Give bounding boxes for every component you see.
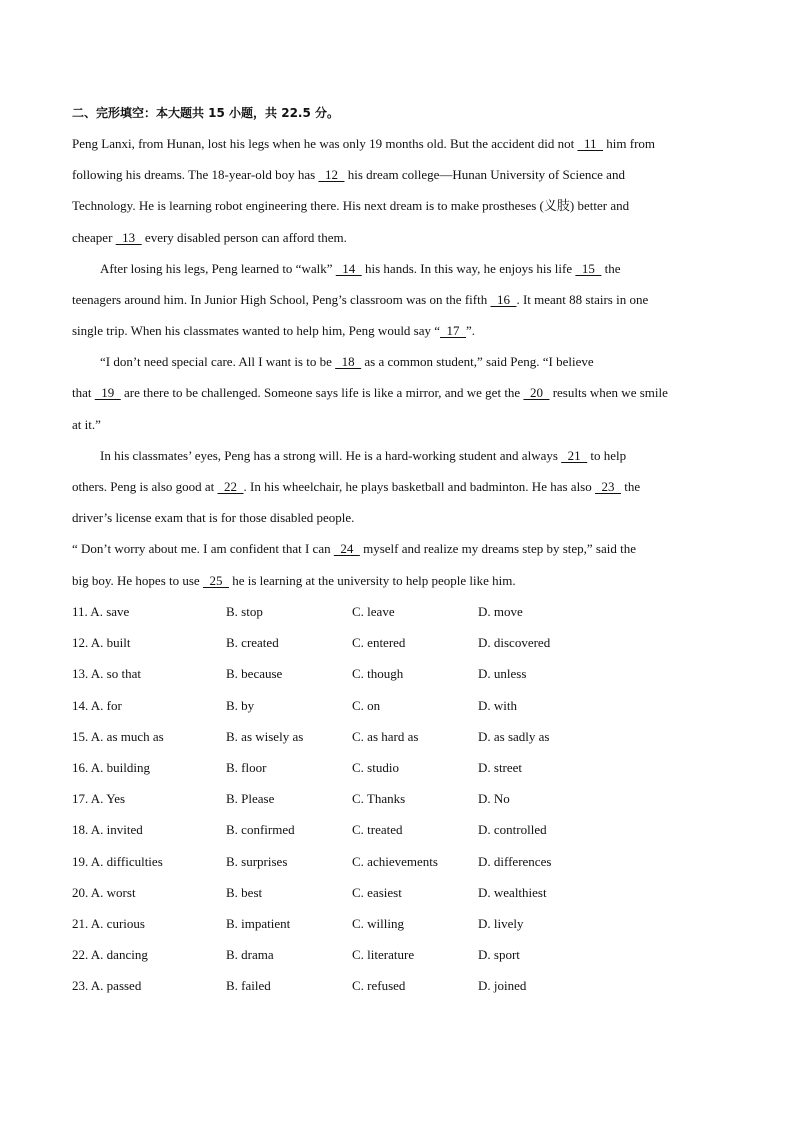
passage-line (72, 540, 636, 558)
option-a: 17. A. Yes (72, 791, 126, 806)
question-row (0, 603, 794, 621)
passage-text: Peng Lanxi, from Hunan, lost his legs when he was only 19 months old. But the accident did not (72, 136, 578, 151)
option-b: B. Please (226, 791, 275, 806)
option-d: D. lively (478, 916, 524, 931)
passage-line (72, 166, 625, 184)
passage-line (72, 135, 655, 153)
passage-text: driver’s license exam that is for those disabled people. (72, 510, 355, 525)
passage-text: to help (587, 448, 627, 463)
option-a: 13. A. so that (72, 666, 141, 681)
option-b: B. as wisely as (226, 729, 304, 744)
cloze-blank: 20 (523, 385, 550, 400)
option-c: C. entered (352, 635, 406, 650)
option-b: B. floor (226, 760, 267, 775)
question-row (0, 884, 794, 902)
passage-text: . In his wheelchair, he plays basketball and badminton. He has also (243, 479, 595, 494)
passage-text: him from (603, 136, 656, 151)
option-d: D. as sadly as (478, 729, 550, 744)
passage-text: single trip. When his classmates wanted to help him, Peng would say “ (72, 323, 441, 338)
passage-text: After losing his legs, Peng learned to “walk” (100, 261, 336, 276)
passage-line (72, 416, 101, 434)
option-d: D. wealthiest (478, 885, 547, 900)
passage-text: are there to be challenged. Someone says life is like a mirror, and we get the (120, 385, 524, 400)
cloze-blank: 22 (217, 479, 244, 494)
option-d: D. controlled (478, 822, 547, 837)
option-d: D. joined (478, 978, 527, 993)
section-title: 二、完形填空：本大题共 15 小题，共 22.5 分。 (72, 106, 340, 120)
option-d: D. unless (478, 666, 527, 681)
option-b: B. created (226, 635, 279, 650)
option-c: C. as hard as (352, 729, 419, 744)
question-row (0, 821, 794, 839)
passage-text: as a common student,” said Peng. “I believe (361, 354, 594, 369)
option-b: B. best (226, 885, 263, 900)
passage-text: following his dreams. The 18-year-old boy has (72, 167, 319, 182)
passage-line (72, 509, 354, 527)
option-b: B. drama (226, 947, 274, 962)
option-c: C. willing (352, 916, 405, 931)
option-a: 12. A. built (72, 635, 131, 650)
passage-text: myself and realize my dreams step by step,” said the (359, 541, 637, 556)
option-a: 14. A. for (72, 698, 122, 713)
passage-text: “I don’t need special care. All I want is to be (100, 354, 336, 369)
option-c: C. treated (352, 822, 403, 837)
passage-line (100, 447, 626, 465)
option-a: 16. A. building (72, 760, 151, 775)
option-d: D. with (478, 698, 517, 713)
option-a: 15. A. as much as (72, 729, 164, 744)
option-b: B. stop (226, 604, 263, 619)
cloze-blank: 13 (115, 230, 142, 245)
passage-line (72, 229, 347, 247)
passage-text: his hands. In this way, he enjoys his life (361, 261, 576, 276)
cloze-blank: 25 (202, 573, 229, 588)
question-row (0, 665, 794, 683)
passage-text: Technology. He is learning robot engineering there. His next dream is to make prostheses (义肢) better and (72, 198, 630, 213)
option-a: 23. A. passed (72, 978, 142, 993)
option-d: D. differences (478, 854, 552, 869)
option-a: 22. A. dancing (72, 947, 148, 962)
cloze-blank: 18 (335, 354, 362, 369)
option-b: B. impatient (226, 916, 291, 931)
option-b: B. surprises (226, 854, 288, 869)
passage-text: his dream college—Hunan University of Science and (344, 167, 625, 182)
passage-text: ”. (466, 323, 476, 338)
question-row (0, 728, 794, 746)
option-d: D. sport (478, 947, 520, 962)
option-a: 11. A. save (72, 604, 130, 619)
passage-line (72, 322, 475, 340)
question-row (0, 790, 794, 808)
passage-text: . It meant 88 stairs in one (516, 292, 649, 307)
option-d: D. street (478, 760, 523, 775)
question-row (0, 915, 794, 933)
passage-text: teenagers around him. In Junior High School, Peng’s classroom was on the fifth (72, 292, 491, 307)
question-row (0, 853, 794, 871)
option-a: 20. A. worst (72, 885, 136, 900)
option-c: C. achievements (352, 854, 438, 869)
passage-text: big boy. He hopes to use (72, 573, 203, 588)
passage-line (72, 478, 640, 496)
option-c: C. on (352, 698, 381, 713)
passage-text: the (621, 479, 641, 494)
passage-text: at it.” (72, 417, 101, 432)
cloze-blank: 21 (561, 448, 588, 463)
cloze-blank: 23 (595, 479, 621, 494)
passage-text: In his classmates’ eyes, Peng has a strong will. He is a hard-working student and always (100, 448, 562, 463)
passage-text: he is learning at the university to help people like him. (228, 573, 516, 588)
option-c: C. leave (352, 604, 395, 619)
option-c: C. studio (352, 760, 399, 775)
option-c: C. literature (352, 947, 415, 962)
question-row (0, 977, 794, 995)
passage-text: “ Don’t worry about me. I am confident that I can (72, 541, 334, 556)
passage-text: results when we smile (549, 385, 668, 400)
passage-line (100, 260, 621, 278)
cloze-blank: 12 (318, 167, 345, 182)
question-row (0, 759, 794, 777)
option-b: B. because (226, 666, 283, 681)
option-a: 18. A. invited (72, 822, 143, 837)
option-d: D. discovered (478, 635, 551, 650)
passage-text: that (72, 385, 95, 400)
passage-line (100, 353, 594, 371)
passage-line (72, 572, 516, 590)
cloze-blank: 11 (577, 136, 604, 151)
option-d: D. move (478, 604, 523, 619)
option-c: C. refused (352, 978, 406, 993)
cloze-blank: 17 (440, 323, 467, 338)
passage-line (72, 291, 648, 309)
cloze-blank: 16 (490, 292, 517, 307)
passage-text: cheaper (72, 230, 116, 245)
cloze-blank: 19 (94, 385, 121, 400)
cloze-blank: 24 (333, 541, 360, 556)
option-b: B. by (226, 698, 255, 713)
option-b: B. confirmed (226, 822, 295, 837)
question-row (0, 697, 794, 715)
option-c: C. Thanks (352, 791, 406, 806)
question-row (0, 946, 794, 964)
cloze-blank: 15 (575, 261, 602, 276)
question-row (0, 634, 794, 652)
passage-line (72, 384, 668, 402)
option-d: D. No (478, 791, 510, 806)
passage-text: every disabled person can afford them. (141, 230, 347, 245)
option-a: 21. A. curious (72, 916, 145, 931)
option-b: B. failed (226, 978, 271, 993)
passage-text: the (601, 261, 621, 276)
option-c: C. though (352, 666, 404, 681)
passage-line (72, 197, 629, 215)
option-a: 19. A. difficulties (72, 854, 163, 869)
passage-text: others. Peng is also good at (72, 479, 218, 494)
cloze-blank: 14 (335, 261, 362, 276)
option-c: C. easiest (352, 885, 402, 900)
